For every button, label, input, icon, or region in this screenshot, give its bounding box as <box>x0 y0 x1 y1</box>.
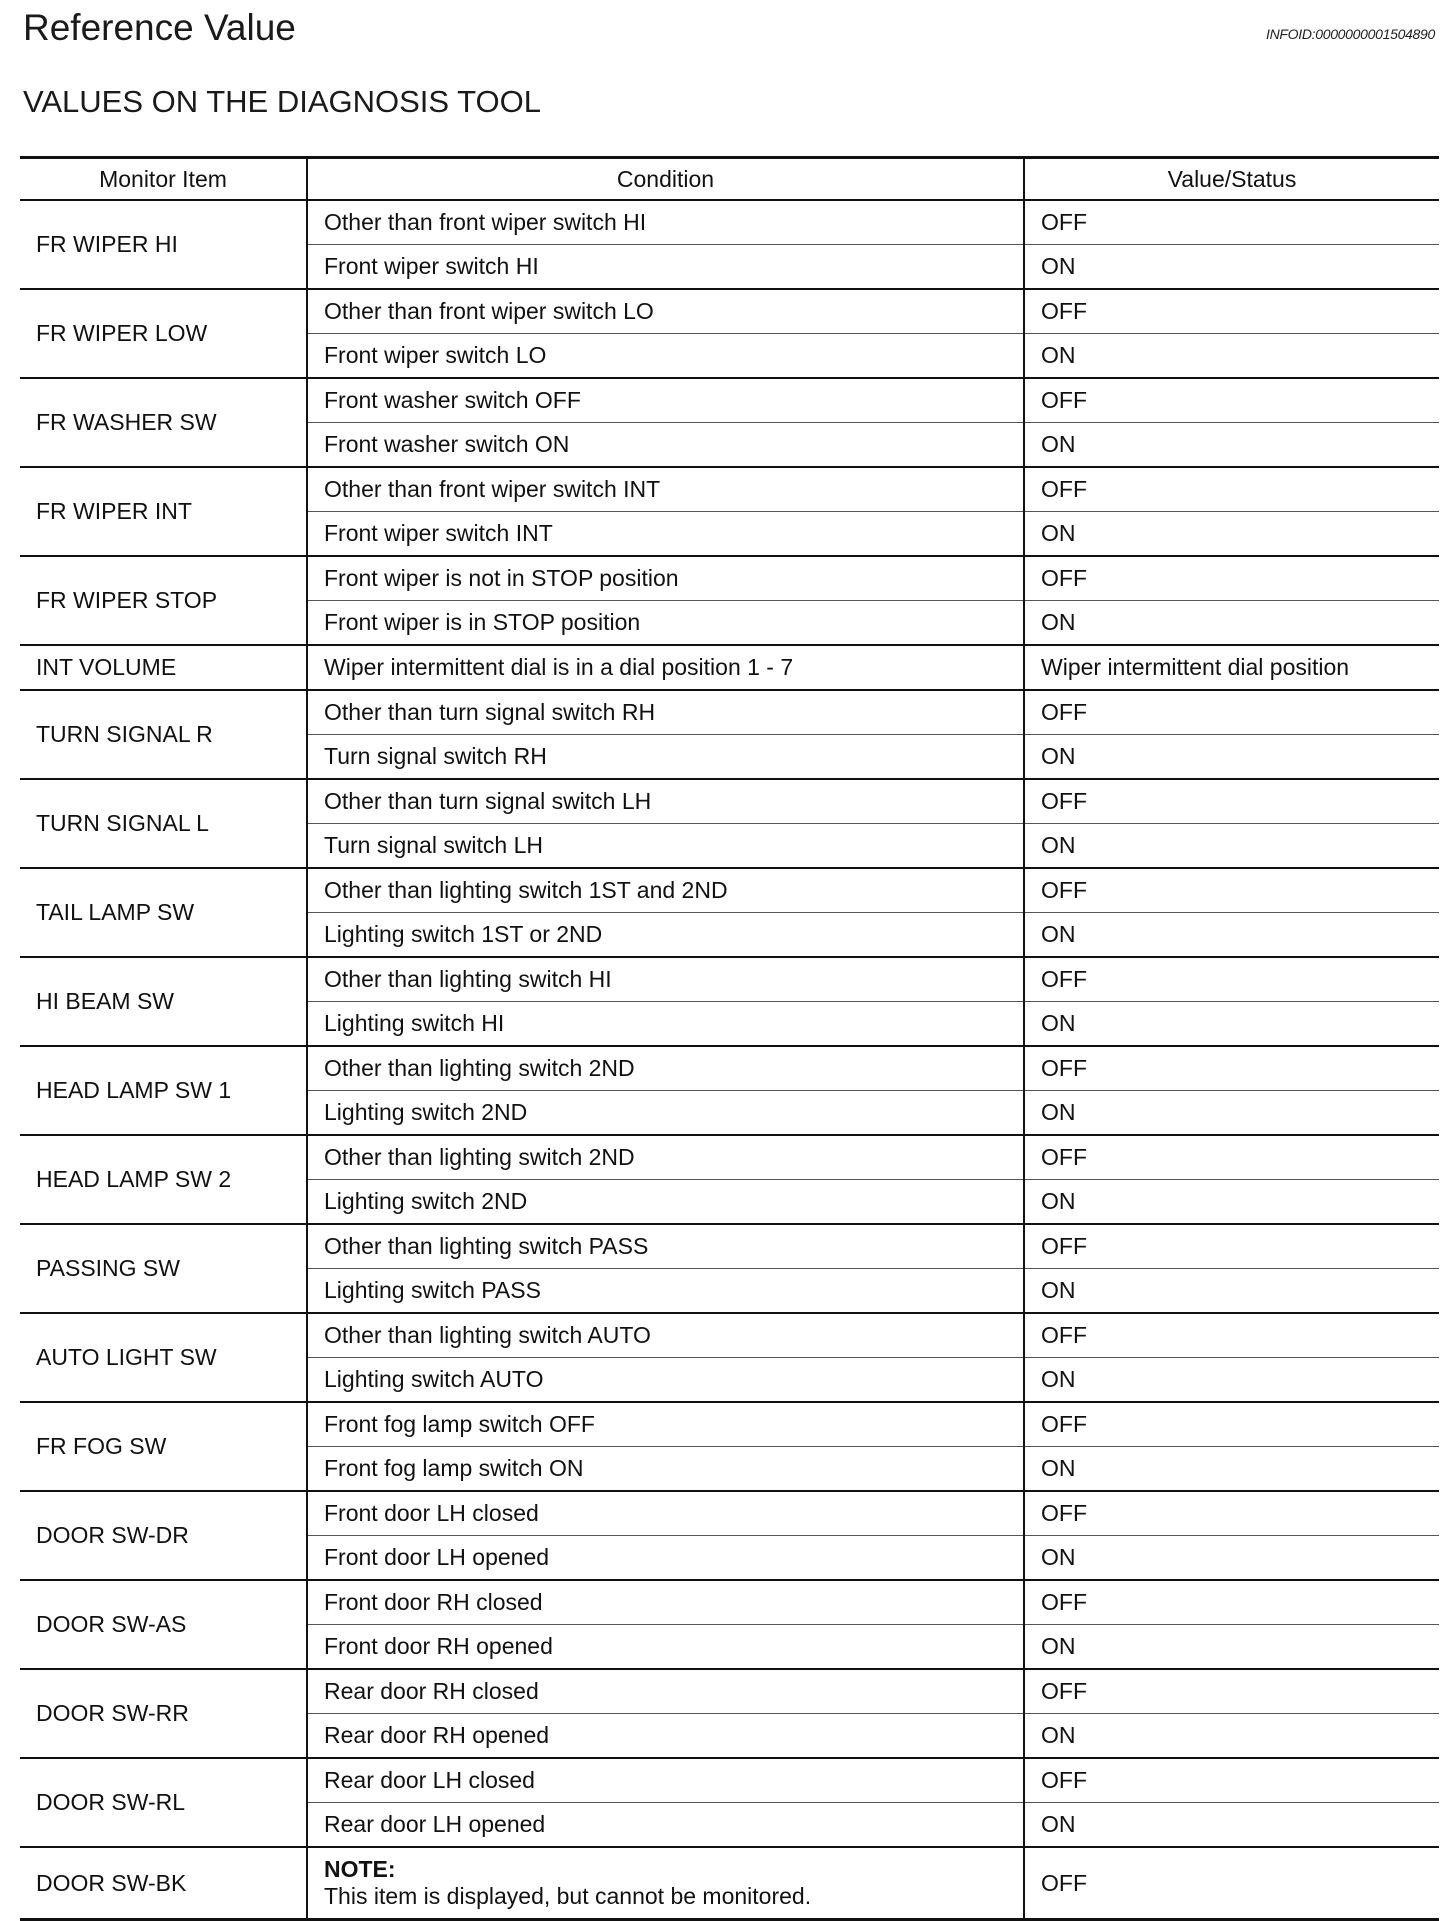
value-status-cell: OFF <box>1024 1491 1439 1536</box>
monitor-item-cell: HEAD LAMP SW 2 <box>20 1135 307 1224</box>
condition-cell: Lighting switch PASS <box>307 1269 1024 1314</box>
condition-cell: Rear door RH closed <box>307 1669 1024 1714</box>
table-row <box>20 467 1439 512</box>
table-body <box>20 200 1439 1920</box>
condition-cell: Front wiper is not in STOP position <box>307 556 1024 601</box>
condition-cell: Turn signal switch RH <box>307 735 1024 780</box>
note-label: NOTE: <box>324 1856 396 1882</box>
condition-cell: Other than front wiper switch HI <box>307 200 1024 245</box>
value-status-cell: ON <box>1024 1269 1439 1314</box>
table-row <box>20 1046 1439 1091</box>
table-row <box>20 289 1439 334</box>
value-status-cell: ON <box>1024 423 1439 468</box>
condition-cell: Front door RH opened <box>307 1625 1024 1670</box>
condition-cell: Rear door LH opened <box>307 1803 1024 1848</box>
condition-cell: Other than turn signal switch RH <box>307 690 1024 735</box>
value-status-cell: ON <box>1024 601 1439 646</box>
value-status-cell: ON <box>1024 1625 1439 1670</box>
table-row <box>20 690 1439 735</box>
value-status-cell: OFF <box>1024 556 1439 601</box>
condition-cell: Front wiper switch HI <box>307 245 1024 290</box>
monitor-item-cell: TURN SIGNAL L <box>20 779 307 868</box>
table-row-note <box>20 1847 1439 1920</box>
condition-cell: Other than turn signal switch LH <box>307 779 1024 824</box>
monitor-item-cell: DOOR SW-AS <box>20 1580 307 1669</box>
value-status-cell: OFF <box>1024 868 1439 913</box>
value-status-cell: ON <box>1024 1447 1439 1492</box>
table-header-row <box>20 158 1439 201</box>
table-row <box>20 957 1439 1002</box>
condition-cell: Lighting switch AUTO <box>307 1358 1024 1403</box>
condition-cell: Front door RH closed <box>307 1580 1024 1625</box>
value-status-cell: ON <box>1024 1803 1439 1848</box>
table-row <box>20 378 1439 423</box>
value-status-cell: ON <box>1024 512 1439 557</box>
condition-cell: Front washer switch ON <box>307 423 1024 468</box>
table-row <box>20 1491 1439 1536</box>
value-status-cell: ON <box>1024 245 1439 290</box>
condition-cell: Wiper intermittent dial is in a dial position 1 - 7 <box>307 645 1024 690</box>
value-status-cell: OFF <box>1024 690 1439 735</box>
value-status-cell: ON <box>1024 824 1439 869</box>
value-status-cell: ON <box>1024 1180 1439 1225</box>
section-title: VALUES ON THE DIAGNOSIS TOOL <box>23 84 541 119</box>
monitor-item-cell: AUTO LIGHT SW <box>20 1313 307 1402</box>
monitor-item-cell: TURN SIGNAL R <box>20 690 307 779</box>
monitor-item-cell: DOOR SW-RR <box>20 1669 307 1758</box>
condition-cell: Front fog lamp switch OFF <box>307 1402 1024 1447</box>
column-header-condition: Condition <box>307 158 1024 201</box>
value-status-cell: OFF <box>1024 200 1439 245</box>
condition-cell: Other than front wiper switch INT <box>307 467 1024 512</box>
value-status-cell: ON <box>1024 1091 1439 1136</box>
table-row <box>20 1580 1439 1625</box>
table-row <box>20 779 1439 824</box>
condition-cell: Rear door LH closed <box>307 1758 1024 1803</box>
monitor-item-cell: FR WIPER LOW <box>20 289 307 378</box>
value-status-cell: OFF <box>1024 289 1439 334</box>
condition-cell: Other than lighting switch HI <box>307 957 1024 1002</box>
value-status-cell: OFF <box>1024 1046 1439 1091</box>
condition-cell: Other than front wiper switch LO <box>307 289 1024 334</box>
table-row <box>20 556 1439 601</box>
value-status-cell: ON <box>1024 1536 1439 1581</box>
value-status-cell: ON <box>1024 334 1439 379</box>
table-row <box>20 645 1439 690</box>
monitor-item-cell: FR WIPER HI <box>20 200 307 289</box>
value-status-cell: OFF <box>1024 1402 1439 1447</box>
value-status-cell: OFF <box>1024 467 1439 512</box>
condition-cell: Front door LH opened <box>307 1536 1024 1581</box>
monitor-item-cell: DOOR SW-DR <box>20 1491 307 1580</box>
monitor-item-cell: DOOR SW-BK <box>20 1847 307 1920</box>
condition-cell: Front door LH closed <box>307 1491 1024 1536</box>
value-status-cell: OFF <box>1024 1580 1439 1625</box>
condition-cell: Other than lighting switch PASS <box>307 1224 1024 1269</box>
condition-cell: Front fog lamp switch ON <box>307 1447 1024 1492</box>
table-row <box>20 868 1439 913</box>
value-status-cell: OFF <box>1024 1758 1439 1803</box>
monitor-item-cell: FR WASHER SW <box>20 378 307 467</box>
condition-cell: Front wiper switch INT <box>307 512 1024 557</box>
condition-cell: Turn signal switch LH <box>307 824 1024 869</box>
monitor-item-cell: INT VOLUME <box>20 645 307 690</box>
monitor-item-cell: FR FOG SW <box>20 1402 307 1491</box>
value-status-cell: ON <box>1024 1358 1439 1403</box>
monitor-item-cell: FR WIPER INT <box>20 467 307 556</box>
value-status-cell: ON <box>1024 735 1439 780</box>
value-status-cell: OFF <box>1024 1669 1439 1714</box>
value-status-cell: OFF <box>1024 378 1439 423</box>
monitor-item-cell: TAIL LAMP SW <box>20 868 307 957</box>
monitor-item-cell: PASSING SW <box>20 1224 307 1313</box>
condition-cell: Front wiper switch LO <box>307 334 1024 379</box>
table-row <box>20 1402 1439 1447</box>
condition-cell: Lighting switch 2ND <box>307 1091 1024 1136</box>
table-row <box>20 1669 1439 1714</box>
monitor-item-cell: HEAD LAMP SW 1 <box>20 1046 307 1135</box>
condition-cell: Front washer switch OFF <box>307 378 1024 423</box>
condition-cell: Other than lighting switch 2ND <box>307 1135 1024 1180</box>
value-status-cell: OFF <box>1024 779 1439 824</box>
value-status-cell: OFF <box>1024 957 1439 1002</box>
monitor-item-cell: HI BEAM SW <box>20 957 307 1046</box>
value-status-cell: Wiper intermittent dial position <box>1024 645 1439 690</box>
value-status-cell: OFF <box>1024 1135 1439 1180</box>
info-id: INFOID:0000000001504890 <box>1265 26 1435 42</box>
column-header-monitor-item: Monitor Item <box>20 158 307 201</box>
column-header-value-status: Value/Status <box>1024 158 1439 201</box>
value-status-cell: ON <box>1024 1714 1439 1759</box>
condition-cell: Rear door RH opened <box>307 1714 1024 1759</box>
condition-cell <box>307 1847 1024 1920</box>
value-status-cell: OFF <box>1024 1847 1439 1920</box>
condition-cell: Lighting switch 2ND <box>307 1180 1024 1225</box>
table-row <box>20 1224 1439 1269</box>
value-status-cell: OFF <box>1024 1313 1439 1358</box>
condition-cell: Other than lighting switch AUTO <box>307 1313 1024 1358</box>
reference-value-table <box>20 156 1439 1921</box>
value-status-cell: OFF <box>1024 1224 1439 1269</box>
page-title: Reference Value <box>23 7 296 48</box>
monitor-item-cell: FR WIPER STOP <box>20 556 307 645</box>
table-row <box>20 200 1439 245</box>
value-status-cell: ON <box>1024 913 1439 958</box>
value-status-cell: ON <box>1024 1002 1439 1047</box>
condition-cell: Other than lighting switch 2ND <box>307 1046 1024 1091</box>
monitor-item-cell: DOOR SW-RL <box>20 1758 307 1847</box>
table-row <box>20 1135 1439 1180</box>
condition-cell: Front wiper is in STOP position <box>307 601 1024 646</box>
table-row <box>20 1313 1439 1358</box>
condition-cell: Lighting switch 1ST or 2ND <box>307 913 1024 958</box>
table-row <box>20 1758 1439 1803</box>
note-text: This item is displayed, but cannot be monitored. <box>324 1883 812 1909</box>
condition-cell: Lighting switch HI <box>307 1002 1024 1047</box>
condition-cell: Other than lighting switch 1ST and 2ND <box>307 868 1024 913</box>
